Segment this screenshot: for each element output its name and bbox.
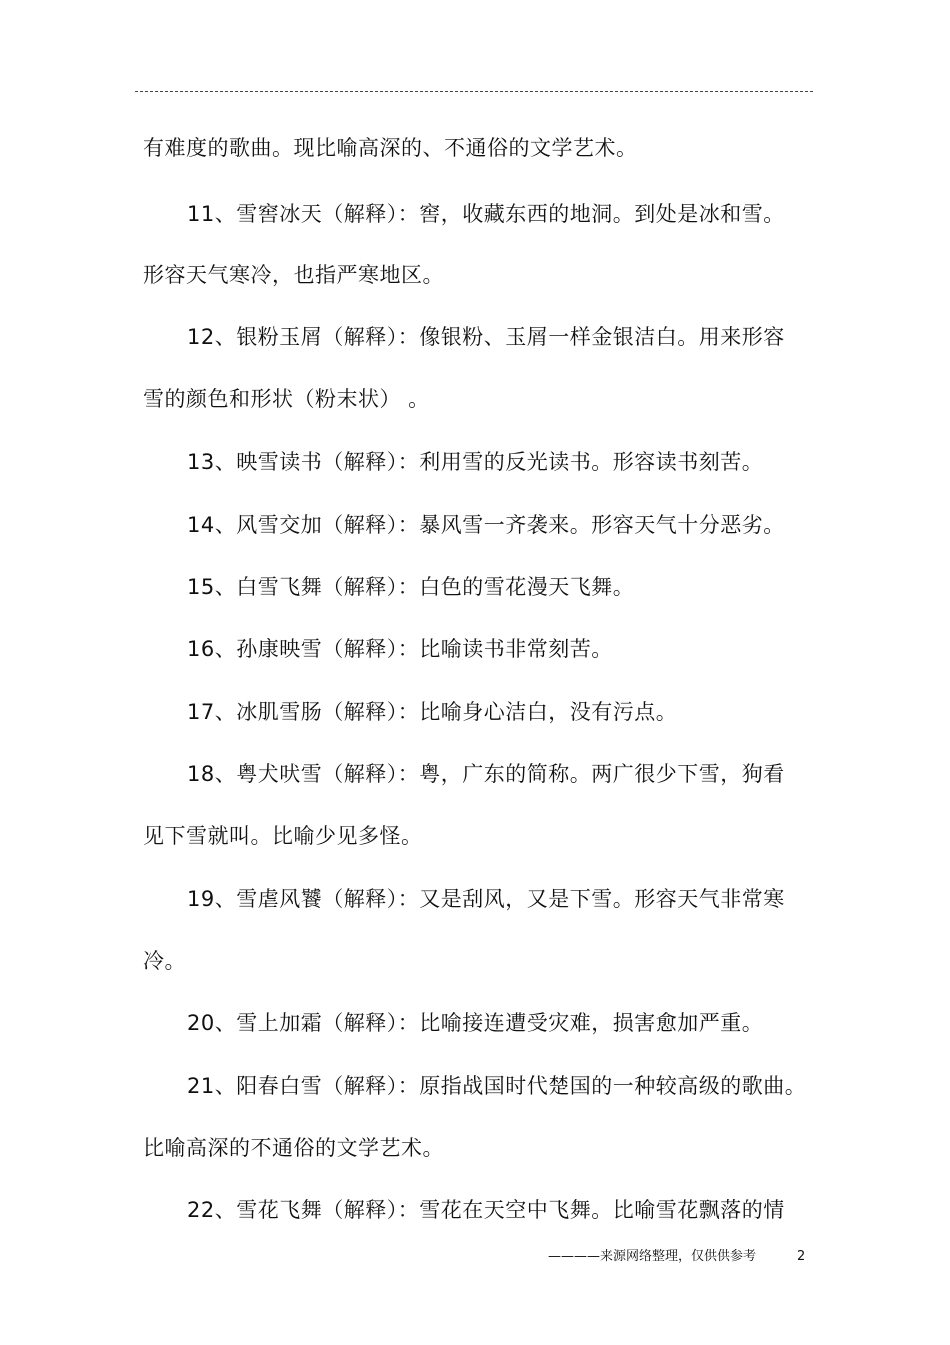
footer-source-note: ————来源网络整理，仅供供参考 — [548, 1249, 757, 1264]
text-line: 12、银粉玉屑（解释）：像银粉、玉屑一样金银洁白。用来形容 — [187, 325, 785, 349]
text-line: 17、冰肌雪肠（解释）：比喻身心洁白，没有污点。 — [187, 700, 678, 724]
text-line: 形容天气寒冷，也指严寒地区。 — [143, 263, 444, 287]
text-line: 22、雪花飞舞（解释）：雪花在天空中飞舞。比喻雪花飘落的情 — [187, 1198, 785, 1222]
text-line: 11、雪窖冰天（解释）：窖，收藏东西的地洞。到处是冰和雪。 — [187, 202, 785, 226]
text-line: 雪的颜色和形状（粉末状） 。 — [143, 387, 430, 411]
text-line: 16、孙康映雪（解释）：比喻读书非常刻苦。 — [187, 637, 613, 661]
text-line: 13、映雪读书（解释）：利用雪的反光读书。形容读书刻苦。 — [187, 450, 764, 474]
text-line: 20、雪上加霜（解释）：比喻接连遭受灾难，损害愈加严重。 — [187, 1011, 764, 1035]
text-line: 比喻高深的不通俗的文学艺术。 — [143, 1136, 444, 1160]
header-rule — [135, 91, 813, 92]
text-line: 有难度的歌曲。现比喻高深的、不通俗的文学艺术。 — [143, 136, 638, 160]
text-line: 19、雪虐风饕（解释）：又是刮风，又是下雪。形容天气非常寒 — [187, 887, 785, 911]
text-line: 15、白雪飞舞（解释）：白色的雪花漫天飞舞。 — [187, 575, 635, 599]
text-line: 冷。 — [143, 949, 186, 973]
text-line: 21、阳春白雪（解释）：原指战国时代楚国的一种较高级的歌曲。 — [187, 1074, 807, 1098]
text-line: 见下雪就叫。比喻少见多怪。 — [143, 824, 423, 848]
text-line: 14、风雪交加（解释）：暴风雪一齐袭来。形容天气十分恶劣。 — [187, 513, 785, 537]
text-line: 18、粤犬吠雪（解释）：粤，广东的简称。两广很少下雪，狗看 — [187, 762, 785, 786]
page-number: 2 — [797, 1249, 806, 1264]
